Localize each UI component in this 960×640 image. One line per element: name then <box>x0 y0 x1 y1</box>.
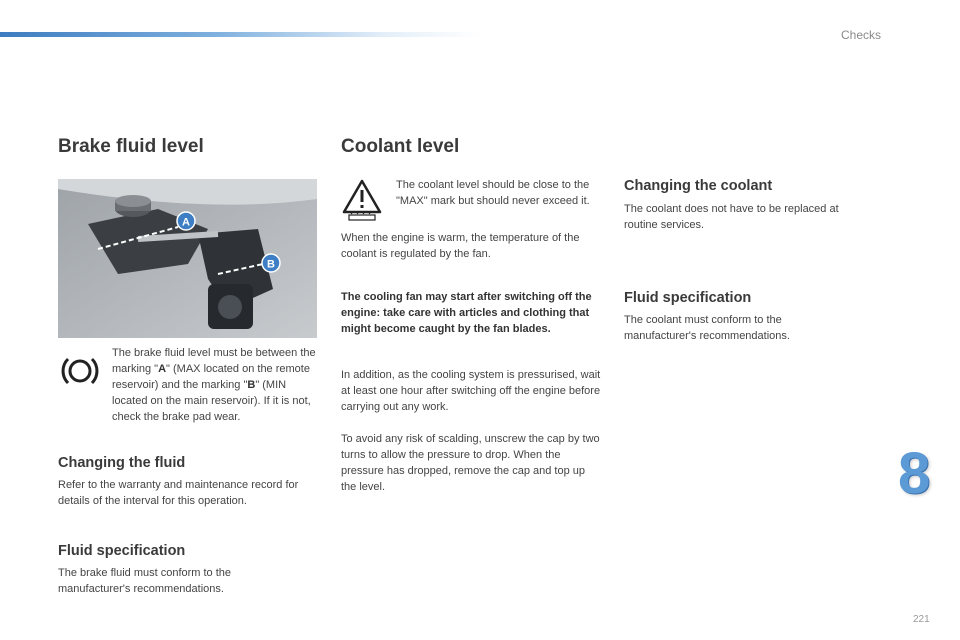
coolant-fan-warning: The cooling fan may start after switching off the engine: take care with articles and clothing that might become caught by the fan blades. <box>341 291 592 335</box>
marker-a-label: A <box>182 216 190 229</box>
hot-coolant-warning-icon <box>341 178 383 222</box>
brake-spec-text: The brake fluid must conform to the manufacturer's recommendations. <box>58 567 232 595</box>
coolant-changing-text: The coolant does not have to be replaced at routine services. <box>624 203 839 231</box>
brake-spec-title: Fluid specification <box>58 543 186 559</box>
coolant-pressure-text: In addition, as the cooling system is pressurised, wait at least one hour after switching off the engine before carrying out any work. <box>341 369 601 413</box>
brake-title: Brake fluid level <box>58 136 204 157</box>
coolant-warm-text: When the engine is warm, the temperature of the coolant is regulated by the fan. <box>341 232 580 260</box>
coolant-changing-title: Changing the coolant <box>624 178 773 194</box>
chapter-number: 8 <box>898 441 931 506</box>
brake-level-note: The brake fluid level must be between the marking "A" (MAX located on the remote reservoir) and the marking "B" (MIN located on the main reservoir). If it is not, check the brake pad wear. <box>112 347 316 423</box>
page-number: 221 <box>913 614 930 625</box>
brake-reservoir-photo <box>58 179 317 338</box>
brake-changing-title: Changing the fluid <box>58 455 186 471</box>
coolant-spec-title: Fluid specification <box>624 290 752 306</box>
coolant-scald-text: To avoid any risk of scalding, unscrew the cap by two turns to allow the pressure to drop. When the pressure has dropped, remove the cap and top up the level. <box>341 433 600 493</box>
brake-changing-text: Refer to the warranty and maintenance record for details of the interval for this operation. <box>58 479 299 507</box>
coolant-spec-text: The coolant must conform to the manufacturer's recommendations. <box>624 314 790 342</box>
coolant-intro: The coolant level should be close to the "MAX" mark but should never exceed it. <box>396 179 590 207</box>
marker-b-label: B <box>267 258 275 271</box>
coolant-title: Coolant level <box>341 136 460 157</box>
section-title: Checks <box>841 28 882 42</box>
header-bar <box>0 32 480 37</box>
brake-warning-icon <box>60 354 100 388</box>
